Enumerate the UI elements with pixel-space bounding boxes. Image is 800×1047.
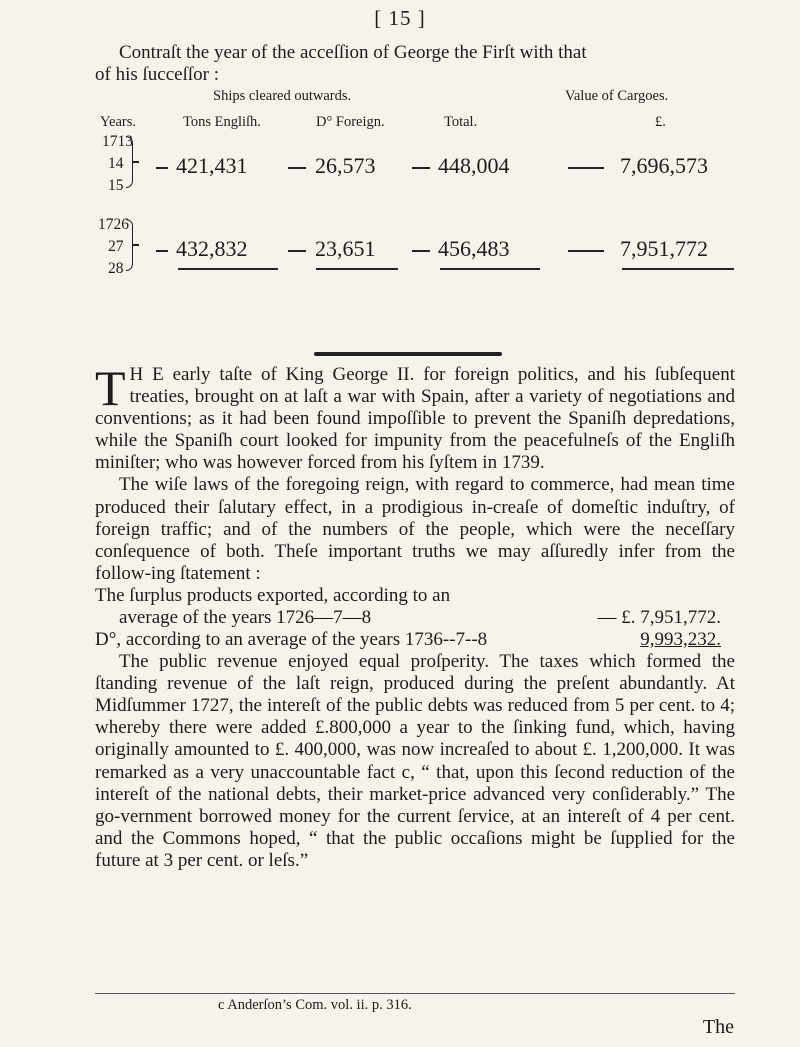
intro-text [95,42,735,86]
intro-line-2: of his ſucceſſor : [95,64,219,85]
section-divider [314,352,502,356]
header-value-of-cargoes: Value of Cargoes. [565,88,669,104]
statement-label: average of the years 1726—7—8 [119,607,372,629]
year-label: 27 [108,238,124,255]
sum-rule [178,268,278,270]
paragraph-1-text: H E early taſte of King George II. for foreign politics, and his ſubſequent treaties, brought on at laſt a war with Spain, after a variety of negotiations and conventions; as it had been found impoſſible to prevent the Spaniſh depredations, while the Spaniſh court looked for impunity from the peacefulneſs of the Engliſh miniſter; who was however forced from his ſyſtem in 1739. [95,364,735,474]
year-label: 15 [108,177,124,194]
tons-english-cell: 432,832 [176,236,248,261]
header-foreign: D° Foreign. [316,114,385,130]
dash [156,167,168,169]
dash [568,167,604,169]
tons-english-cell: 421,431 [176,153,248,178]
header-years: Years. [100,114,136,130]
drop-cap: T [95,360,126,416]
foreign-cell: 26,573 [315,153,376,178]
statement-value: — £. 7,951,772. [597,607,721,629]
total-cell: 456,483 [438,236,510,261]
paragraph-1 [95,360,735,474]
sum-rule [622,268,734,270]
year-brace [126,136,133,188]
dash [412,167,430,169]
footnote: c Anderſon’s Com. vol. ii. p. 316. [218,997,412,1013]
dash [288,250,306,252]
brace-point [133,244,139,246]
surplus-statement [95,585,735,651]
dash [568,250,604,252]
header-total: Total. [444,114,478,130]
header-tons-english: Tons Engliſh. [183,114,261,130]
year-label: 14 [108,155,124,172]
value-cell: 7,951,772 [620,236,708,261]
statement-label: D°, according to an average of the years 1736--7--8 [95,629,488,651]
year-brace [126,219,133,271]
foreign-cell: 23,651 [315,236,376,261]
total-cell: 448,004 [438,153,510,178]
page-number: [ 15 ] [374,6,426,30]
paragraph-2: The wiſe laws of the foregoing reign, with regard to commerce, had mean time produced their ſalutary effect, in a prodigious in-creaſe of domeſtic induſtry, of foreign traffic; and of the numbers of the people, which were the neceſſary conſequence of both. Theſe important truths we may aſſuredly infer from the follow-ing ſtatement : [95,474,735,584]
sum-rule [440,268,540,270]
statement-row [95,629,735,651]
main-text [95,360,735,872]
sum-rule [316,268,398,270]
year-label: 28 [108,260,124,277]
year-label: 1713 [102,133,133,150]
year-label: 1726 [98,216,129,233]
dash [288,167,306,169]
intro-line-1: Contraſt the year of the acceſſion of George the Firſt with that [119,42,587,63]
footnote-rule [95,993,735,994]
statement-row [95,607,735,629]
header-pounds: £. [655,114,666,130]
statement-line: The ſurplus products exported, according to an [95,584,451,606]
catchword: The [702,1016,734,1038]
header-ships-cleared: Ships cleared outwards. [213,88,352,104]
dash [412,250,430,252]
paragraph-3: The public revenue enjoyed equal proſperity. The taxes which formed the ſtanding revenue of the laſt reign, produced during the preſent abundantly. At Midſummer 1727, the intereſt of the public debts was reduced from 5 per cent. to 4; whereby there were added £.800,000 a year to the ſinking fund, which, having originally amounted to £. 400,000, was now increaſed to about £. 1,200,000. It was remarked as a very unaccountable fact c, “ that, upon this ſecond reduction of the intereſt of the national debts, their market-price advanced very conſiderably.” The go-vernment borrowed money for the current ſervice, at an intereſt of 4 per cent. and the Commons hoped, “ that the public occaſions might be ſupplied for the future at 3 per cent. or leſs.” [95,651,735,871]
dash [156,250,168,252]
brace-point [133,161,139,163]
value-cell: 7,696,573 [620,153,708,178]
statement-value: 9,993,232. [640,629,721,651]
